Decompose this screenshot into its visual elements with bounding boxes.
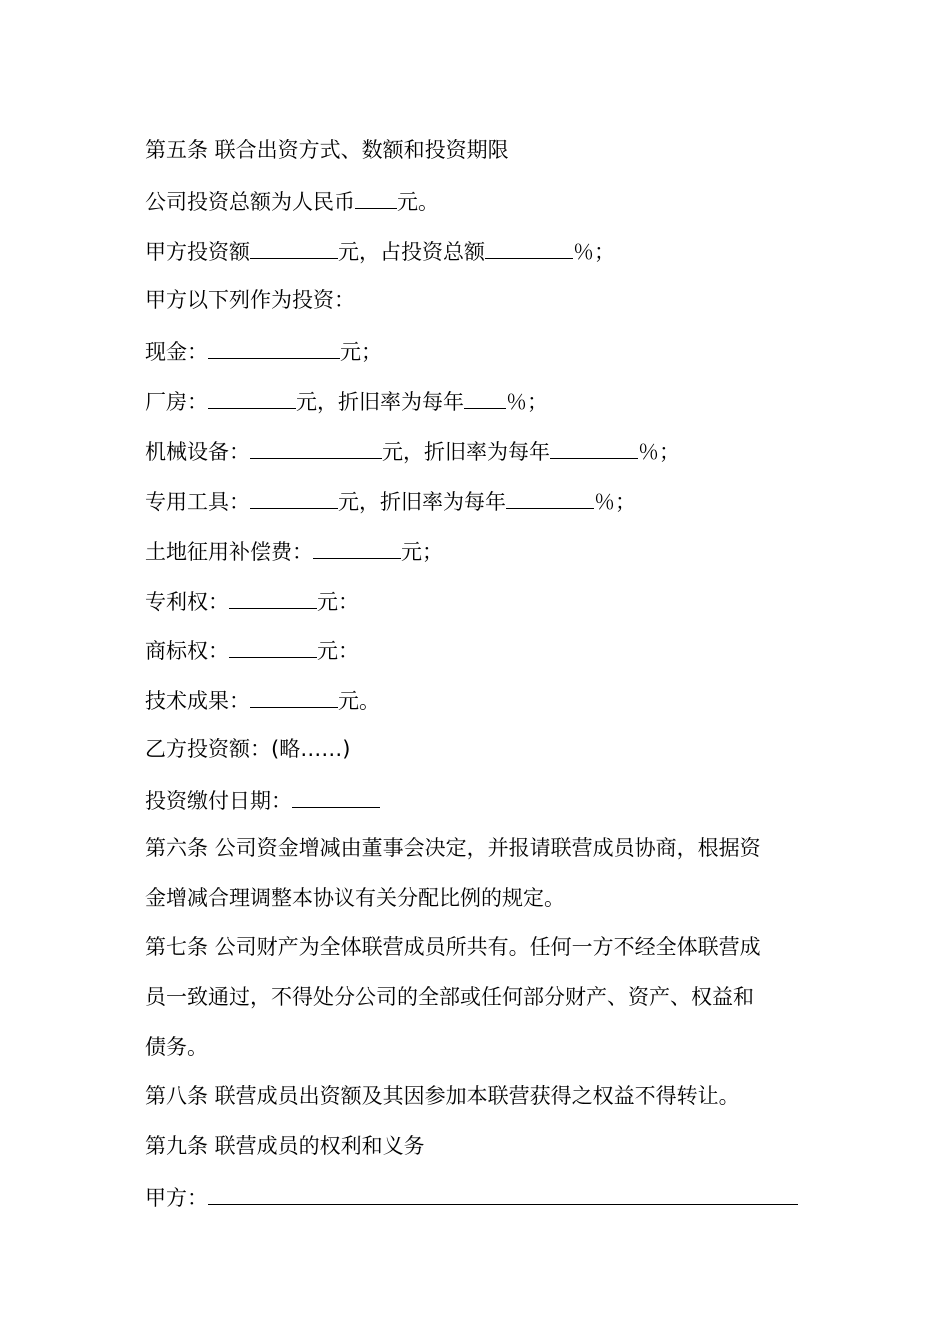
party-a-amount-blank[interactable] <box>250 236 338 259</box>
article-7-line-1: 第七条 公司财产为全体联营成员所共有。任何一方不经全体联营成 <box>145 935 761 959</box>
article-8-line-1: 第八条 联营成员出资额及其因参加本联营获得之权益不得转让。 <box>145 1084 740 1108</box>
party-a-items-intro: 甲方以下列作为投资： <box>145 288 355 312</box>
plant-depreciation-blank[interactable] <box>464 386 506 409</box>
land-line: 土地征用补偿费： 元； <box>145 536 443 564</box>
patent-amount-blank[interactable] <box>229 586 317 609</box>
trademark-amount-blank[interactable] <box>229 635 317 658</box>
article-6-line-2: 金增减合理调整本协议有关分配比例的规定。 <box>145 886 565 910</box>
article-9-party-a-line: 甲方： <box>145 1182 798 1210</box>
article-7-line-3: 债务。 <box>145 1035 208 1059</box>
cash-line: 现金： 元； <box>145 336 382 364</box>
machinery-amount-blank[interactable] <box>250 436 382 459</box>
total-investment-line: 公司投资总额为人民币 元。 <box>145 186 439 214</box>
tools-line: 专用工具： 元，折旧率为每年 ％； <box>145 486 636 514</box>
tools-amount-blank[interactable] <box>250 486 338 509</box>
plant-amount-blank[interactable] <box>208 386 296 409</box>
total-amount-blank[interactable] <box>355 186 397 209</box>
pay-date-line: 投资缴付日期： <box>145 785 380 813</box>
party-b-investment-line: 乙方投资额：(略……) <box>145 737 351 761</box>
cash-blank[interactable] <box>208 336 340 359</box>
article-5-title: 第五条 联合出资方式、数额和投资期限 <box>145 138 509 162</box>
machinery-depreciation-blank[interactable] <box>550 436 638 459</box>
pay-date-blank[interactable] <box>292 785 380 808</box>
article-7-line-2: 员一致通过，不得处分公司的全部或任何部分财产、资产、权益和 <box>145 985 754 1009</box>
tools-depreciation-blank[interactable] <box>506 486 594 509</box>
plant-line: 厂房： 元，折旧率为每年 ％； <box>145 386 548 414</box>
patent-line: 专利权： 元： <box>145 586 359 614</box>
machinery-line: 机械设备： 元，折旧率为每年 ％； <box>145 436 680 464</box>
tech-line: 技术成果： 元。 <box>145 685 380 713</box>
party-a-rights-blank[interactable] <box>208 1182 798 1205</box>
land-amount-blank[interactable] <box>313 536 401 559</box>
article-6-line-1: 第六条 公司资金增减由董事会决定，并报请联营成员协商，根据资 <box>145 836 761 860</box>
party-a-percent-blank[interactable] <box>485 236 573 259</box>
party-a-investment-line: 甲方投资额 元，占投资总额 ％； <box>145 236 615 264</box>
tech-amount-blank[interactable] <box>250 685 338 708</box>
article-9-title: 第九条 联营成员的权利和义务 <box>145 1134 425 1158</box>
trademark-line: 商标权： 元： <box>145 635 359 663</box>
